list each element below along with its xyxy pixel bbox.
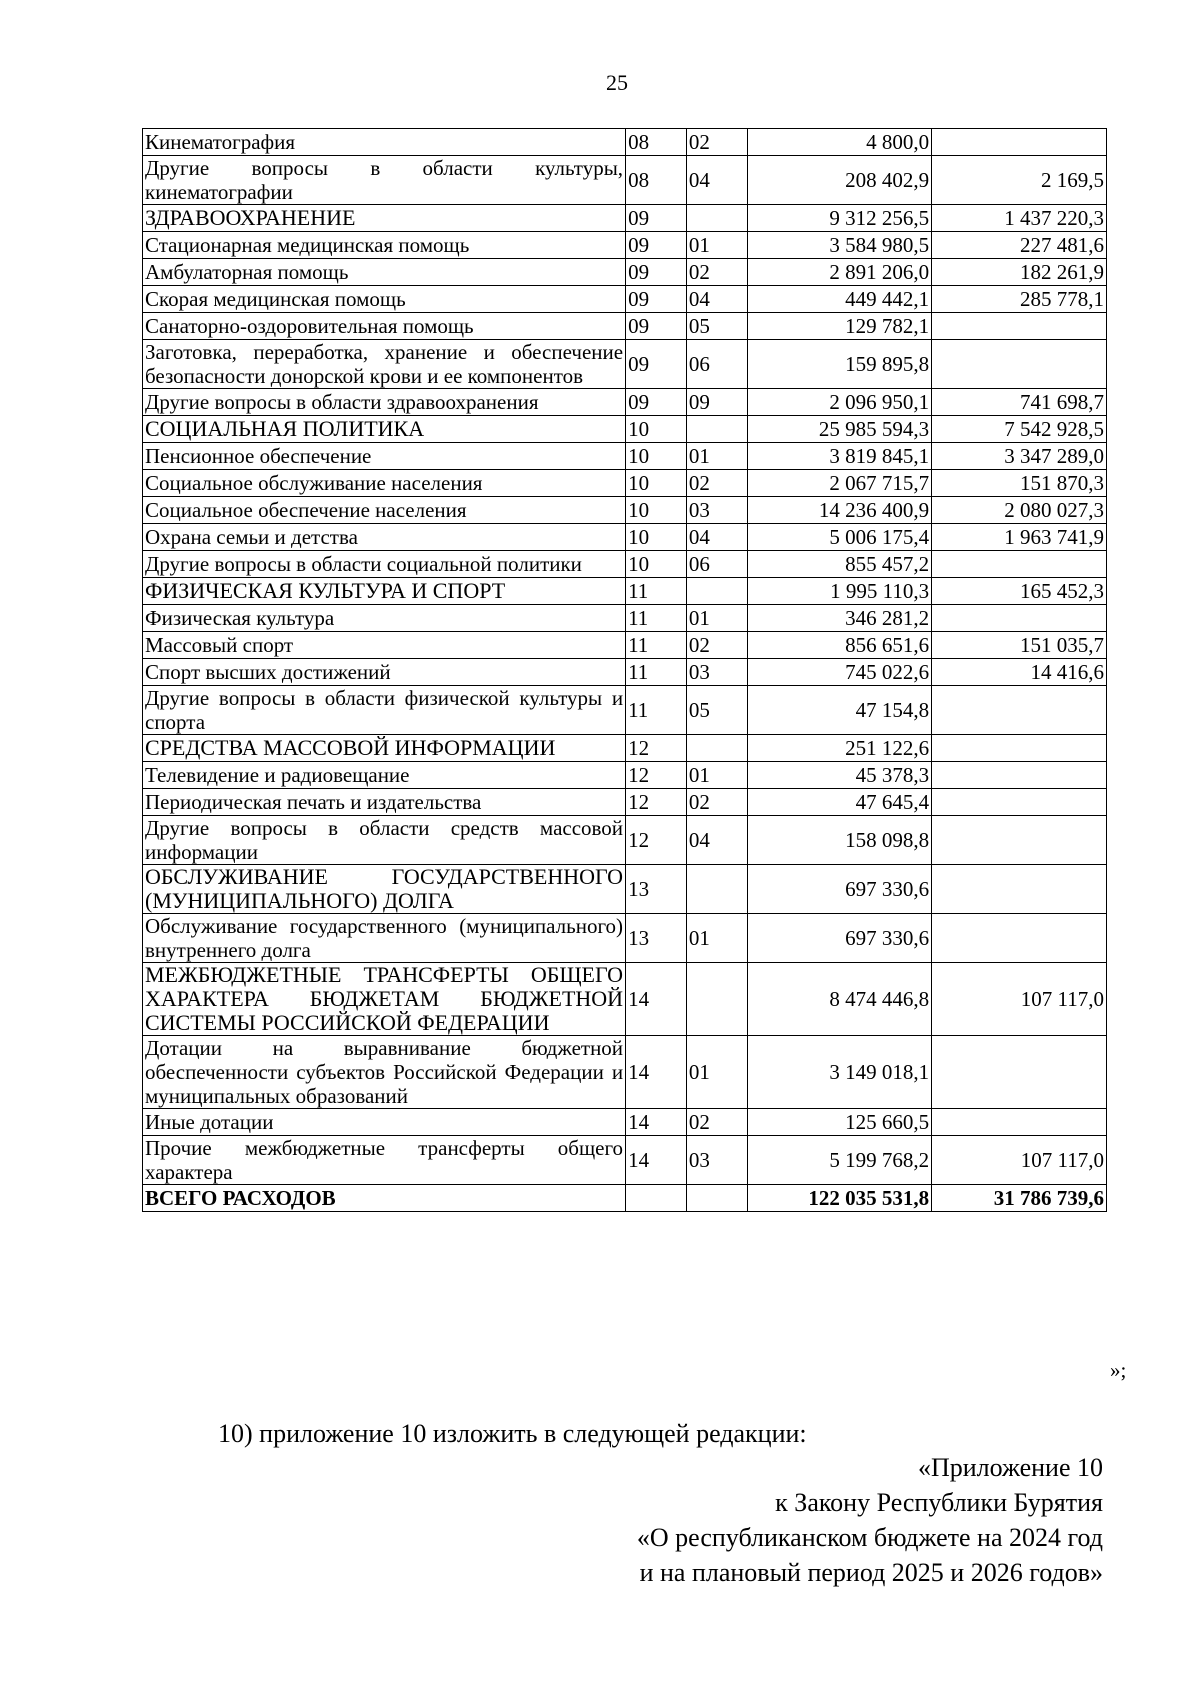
budget-table [142,128,1107,1212]
row-subsection-code-cell [686,735,747,762]
row-amount-cell: 9 312 256,5 [747,205,931,232]
row-amount-cell: 697 330,6 [747,914,931,963]
table-row [143,914,1107,963]
row-subsection-code-cell: 04 [686,816,747,865]
row-section-code-cell: 10 [626,470,687,497]
table-row [143,816,1107,865]
row-amount-cell: 5 199 768,2 [747,1136,931,1185]
row-federal-amount-cell: 741 698,7 [932,389,1107,416]
row-federal-amount-cell [932,340,1107,389]
table-row [143,524,1107,551]
row-federal-amount-cell: 107 117,0 [932,963,1107,1036]
row-federal-amount-cell: 2 169,5 [932,156,1107,205]
row-federal-amount-cell [932,129,1107,156]
table-row [143,470,1107,497]
row-federal-amount-cell [932,816,1107,865]
row-name-cell: ОБСЛУЖИВАНИЕ ГОСУДАРСТВЕННОГО (МУНИЦИПАЛЬНОГО) ДОЛГА [143,865,626,914]
table-row [143,232,1107,259]
row-subsection-code-cell [686,416,747,443]
row-amount-cell: 14 236 400,9 [747,497,931,524]
appendix-header-line: «Приложение 10 [917,1453,1103,1482]
row-amount-cell: 47 154,8 [747,686,931,735]
row-section-code-cell: 10 [626,443,687,470]
row-name-cell: ВСЕГО РАСХОДОВ [143,1185,626,1212]
table-row [143,789,1107,816]
row-name-cell: Кинематография [143,129,626,156]
row-subsection-code-cell [686,205,747,232]
appendix-header-line: «О республиканском бюджете на 2024 год [636,1523,1103,1552]
table-row [143,313,1107,340]
row-name-cell: Дотации на выравнивание бюджетной обеспеченности субъектов Российской Федерации и муниципальных образований [143,1036,626,1109]
row-federal-amount-cell [932,762,1107,789]
row-federal-amount-cell: 14 416,6 [932,659,1107,686]
row-name-cell: ЗДРАВООХРАНЕНИЕ [143,205,626,232]
row-name-cell: Скорая медицинская помощь [143,286,626,313]
row-amount-cell: 25 985 594,3 [747,416,931,443]
row-federal-amount-cell [932,605,1107,632]
row-section-code-cell: 14 [626,1109,687,1136]
row-amount-cell: 3 819 845,1 [747,443,931,470]
page-number: 25 [606,70,628,95]
row-subsection-code-cell [686,865,747,914]
row-subsection-code-cell: 09 [686,389,747,416]
row-amount-cell: 159 895,8 [747,340,931,389]
table-row [143,259,1107,286]
row-section-code-cell: 09 [626,232,687,259]
row-section-code-cell: 11 [626,605,687,632]
row-subsection-code-cell: 01 [686,443,747,470]
row-name-cell: Прочие межбюджетные трансферты общего характера [143,1136,626,1185]
row-name-cell: Социальное обслуживание населения [143,470,626,497]
row-federal-amount-cell: 107 117,0 [932,1136,1107,1185]
table-row [143,762,1107,789]
total-row [143,1185,1107,1212]
row-section-code-cell: 11 [626,578,687,605]
row-subsection-code-cell: 02 [686,470,747,497]
section-row [143,416,1107,443]
row-amount-cell: 2 067 715,7 [747,470,931,497]
row-section-code-cell: 10 [626,524,687,551]
row-section-code-cell: 10 [626,551,687,578]
row-subsection-code-cell: 05 [686,686,747,735]
row-subsection-code-cell: 04 [686,286,747,313]
row-subsection-code-cell: 01 [686,232,747,259]
row-federal-amount-cell [932,789,1107,816]
row-name-cell: Другие вопросы в области физической культуры и спорта [143,686,626,735]
row-subsection-code-cell: 01 [686,605,747,632]
row-name-cell: ФИЗИЧЕСКАЯ КУЛЬТУРА И СПОРТ [143,578,626,605]
row-amount-cell: 3 149 018,1 [747,1036,931,1109]
row-section-code-cell: 09 [626,205,687,232]
row-section-code-cell: 12 [626,789,687,816]
appendix-header [637,1450,1103,1590]
row-section-code-cell: 09 [626,259,687,286]
row-amount-cell: 45 378,3 [747,762,931,789]
row-subsection-code-cell: 03 [686,659,747,686]
section-row [143,578,1107,605]
row-name-cell: Санаторно-оздоровительная помощь [143,313,626,340]
row-federal-amount-cell [932,735,1107,762]
row-subsection-code-cell: 05 [686,313,747,340]
row-section-code-cell: 09 [626,286,687,313]
row-amount-cell: 449 442,1 [747,286,931,313]
table-row [143,389,1107,416]
section-row [143,205,1107,232]
row-amount-cell: 5 006 175,4 [747,524,931,551]
row-federal-amount-cell: 1 437 220,3 [932,205,1107,232]
row-subsection-code-cell: 01 [686,762,747,789]
row-subsection-code-cell: 02 [686,1109,747,1136]
row-name-cell: Стационарная медицинская помощь [143,232,626,259]
row-subsection-code-cell: 02 [686,632,747,659]
row-federal-amount-cell: 1 963 741,9 [932,524,1107,551]
row-federal-amount-cell [932,1109,1107,1136]
row-amount-cell: 129 782,1 [747,313,931,340]
section-row [143,963,1107,1036]
row-federal-amount-cell: 165 452,3 [932,578,1107,605]
row-amount-cell: 47 645,4 [747,789,931,816]
row-subsection-code-cell [686,963,747,1036]
row-federal-amount-cell: 151 035,7 [932,632,1107,659]
row-amount-cell: 3 584 980,5 [747,232,931,259]
row-amount-cell: 4 800,0 [747,129,931,156]
row-federal-amount-cell: 285 778,1 [932,286,1107,313]
row-section-code-cell: 08 [626,156,687,205]
row-name-cell: Периодическая печать и издательства [143,789,626,816]
row-federal-amount-cell: 31 786 739,6 [932,1185,1107,1212]
row-name-cell: Другие вопросы в области социальной политики [143,551,626,578]
row-subsection-code-cell: 04 [686,156,747,205]
row-subsection-code-cell: 03 [686,1136,747,1185]
row-amount-cell: 125 660,5 [747,1109,931,1136]
row-name-cell: Охрана семьи и детства [143,524,626,551]
row-federal-amount-cell [932,1036,1107,1109]
table-row [143,1109,1107,1136]
row-amount-cell: 158 098,8 [747,816,931,865]
table-row [143,1036,1107,1109]
table-row [143,497,1107,524]
row-section-code-cell: 10 [626,416,687,443]
table-row [143,686,1107,735]
row-name-cell: Другие вопросы в области средств массовой информации [143,816,626,865]
row-name-cell: СОЦИАЛЬНАЯ ПОЛИТИКА [143,416,626,443]
row-section-code-cell: 12 [626,816,687,865]
appendix-header-line: и на плановый период 2025 и 2026 годов» [639,1558,1103,1587]
row-section-code-cell: 09 [626,313,687,340]
row-federal-amount-cell [932,686,1107,735]
row-section-code-cell: 11 [626,659,687,686]
closing-quote: »; [1110,1358,1127,1382]
row-federal-amount-cell: 227 481,6 [932,232,1107,259]
row-subsection-code-cell [686,578,747,605]
row-amount-cell: 208 402,9 [747,156,931,205]
row-name-cell: Пенсионное обеспечение [143,443,626,470]
row-name-cell: Другие вопросы в области культуры, кинематографии [143,156,626,205]
row-section-code-cell: 12 [626,762,687,789]
row-section-code-cell: 13 [626,914,687,963]
row-amount-cell: 856 651,6 [747,632,931,659]
row-amount-cell: 251 122,6 [747,735,931,762]
row-federal-amount-cell: 7 542 928,5 [932,416,1107,443]
section-row [143,865,1107,914]
row-section-code-cell: 12 [626,735,687,762]
row-subsection-code-cell: 02 [686,259,747,286]
row-amount-cell: 1 995 110,3 [747,578,931,605]
row-federal-amount-cell [932,551,1107,578]
row-name-cell: Обслуживание государственного (муниципального) внутреннего долга [143,914,626,963]
row-subsection-code-cell: 01 [686,1036,747,1109]
row-amount-cell: 122 035 531,8 [747,1185,931,1212]
table-row [143,129,1107,156]
row-section-code-cell: 13 [626,865,687,914]
budget-table-body [143,129,1107,1212]
table-row [143,659,1107,686]
table-row [143,1136,1107,1185]
row-section-code-cell: 14 [626,1036,687,1109]
row-name-cell: Амбулаторная помощь [143,259,626,286]
row-amount-cell: 346 281,2 [747,605,931,632]
row-subsection-code-cell: 01 [686,914,747,963]
table-row [143,340,1107,389]
row-section-code-cell: 08 [626,129,687,156]
row-federal-amount-cell: 2 080 027,3 [932,497,1107,524]
row-subsection-code-cell: 03 [686,497,747,524]
row-federal-amount-cell [932,313,1107,340]
row-name-cell: Массовый спорт [143,632,626,659]
row-amount-cell: 855 457,2 [747,551,931,578]
row-amount-cell: 8 474 446,8 [747,963,931,1036]
row-subsection-code-cell: 02 [686,129,747,156]
appendix-header-line: к Закону Республики Бурятия [775,1488,1103,1517]
row-section-code-cell: 10 [626,497,687,524]
row-amount-cell: 697 330,6 [747,865,931,914]
row-section-code-cell [626,1185,687,1212]
row-name-cell: Социальное обеспечение населения [143,497,626,524]
row-name-cell: Иные дотации [143,1109,626,1136]
row-federal-amount-cell: 151 870,3 [932,470,1107,497]
row-subsection-code-cell: 06 [686,340,747,389]
table-row [143,605,1107,632]
table-row [143,551,1107,578]
table-row [143,156,1107,205]
row-federal-amount-cell: 182 261,9 [932,259,1107,286]
row-amount-cell: 2 096 950,1 [747,389,931,416]
row-federal-amount-cell [932,865,1107,914]
row-section-code-cell: 11 [626,632,687,659]
table-row [143,443,1107,470]
row-subsection-code-cell: 02 [686,789,747,816]
row-amount-cell: 745 022,6 [747,659,931,686]
row-section-code-cell: 09 [626,389,687,416]
row-name-cell: Заготовка, переработка, хранение и обеспечение безопасности донорской крови и ее компонентов [143,340,626,389]
row-section-code-cell: 14 [626,963,687,1036]
row-amount-cell: 2 891 206,0 [747,259,931,286]
row-subsection-code-cell: 04 [686,524,747,551]
row-section-code-cell: 14 [626,1136,687,1185]
row-federal-amount-cell [932,914,1107,963]
row-section-code-cell: 09 [626,340,687,389]
instruction-text: 10) приложение 10 изложить в следующей редакции: [218,1419,807,1448]
row-name-cell: Телевидение и радиовещание [143,762,626,789]
row-subsection-code-cell [686,1185,747,1212]
row-name-cell: Другие вопросы в области здравоохранения [143,389,626,416]
section-row [143,735,1107,762]
row-section-code-cell: 11 [626,686,687,735]
row-name-cell: СРЕДСТВА МАССОВОЙ ИНФОРМАЦИИ [143,735,626,762]
row-name-cell: МЕЖБЮДЖЕТНЫЕ ТРАНСФЕРТЫ ОБЩЕГО ХАРАКТЕРА БЮДЖЕТАМ БЮДЖЕТНОЙ СИСТЕМЫ РОССИЙСКОЙ ФЕДЕРАЦИИ [143,963,626,1036]
row-subsection-code-cell: 06 [686,551,747,578]
row-name-cell: Физическая культура [143,605,626,632]
row-federal-amount-cell: 3 347 289,0 [932,443,1107,470]
row-name-cell: Спорт высших достижений [143,659,626,686]
table-row [143,286,1107,313]
table-row [143,632,1107,659]
